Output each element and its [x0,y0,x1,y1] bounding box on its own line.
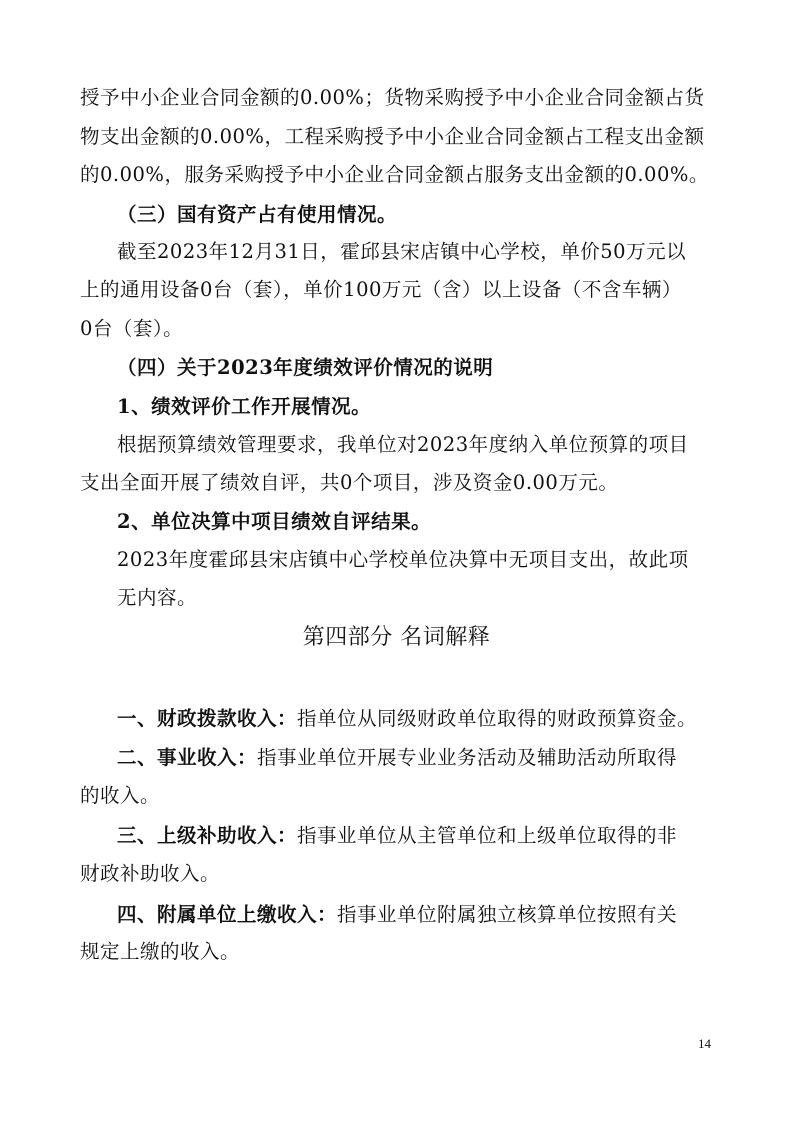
page-number: 14 [698,1036,711,1051]
term-definition: 的收入。 [80,784,161,807]
term-label: 四、附属单位上缴收入： [117,903,338,926]
term-definition: 指事业单位附属独立核算单位按照有关 [337,903,678,926]
term-line [117,746,677,770]
paragraph-line: 根据预算绩效管理要求，我单位对2023年度纳入单位预算的项目 [117,433,689,456]
term-label: 三、上级补助收入： [117,824,298,847]
term-definition: 指事业单位从主管单位和上级单位取得的非 [297,824,678,847]
section-title: （三）国有资产占有使用情况。 [117,203,398,226]
term-line [117,707,697,731]
paragraph-line: 物支出金额的0.00%，工程采购授予中小企业合同金额占工程支出金额 [80,125,705,148]
paragraph-line: 支出全面开展了绩效自评，共0个项目，涉及资金0.00万元。 [80,471,619,494]
paragraph-line: 截至2023年12月31日，霍邱县宋店镇中心学校，单价50万元以 [117,240,687,263]
term-definition: 财政补助收入。 [80,862,221,885]
term-label: 二、事业收入： [117,746,258,769]
item-title: 2、单位决算中项目绩效自评结果。 [117,510,432,533]
term-line [117,824,677,848]
term-definition: 指单位从同级财政单位取得的财政预算资金。 [297,707,698,730]
paragraph-line: 0台（套）。 [80,317,184,340]
term-label: 一、财政拨款收入： [117,707,298,730]
item-title: 1、绩效评价工作开展情况。 [117,395,372,418]
paragraph-line: 上的通用设备0台（套），单价100万元（含）以上设备（不含车辆） [80,278,682,301]
term-definition: 指事业单位开展专业业务活动及辅助活动所取得 [257,746,678,769]
part-heading: 第四部分 名词解释 [302,625,491,650]
section-title: （四）关于2023年度绩效评价情况的说明 [117,356,494,379]
paragraph-line: 的0.00%，服务采购授予中小企业合同金额占服务支出金额的0.00%。 [80,163,709,186]
paragraph-line: 授予中小企业合同金额的0.00%；货物采购授予中小企业合同金额占货 [80,86,705,109]
term-line [117,903,677,927]
term-definition: 规定上缴的收入。 [80,940,241,963]
paragraph-line: 无内容。 [117,586,198,609]
paragraph-line: 2023年度霍邱县宋店镇中心学校单位决算中无项目支出，故此项 [117,548,689,571]
